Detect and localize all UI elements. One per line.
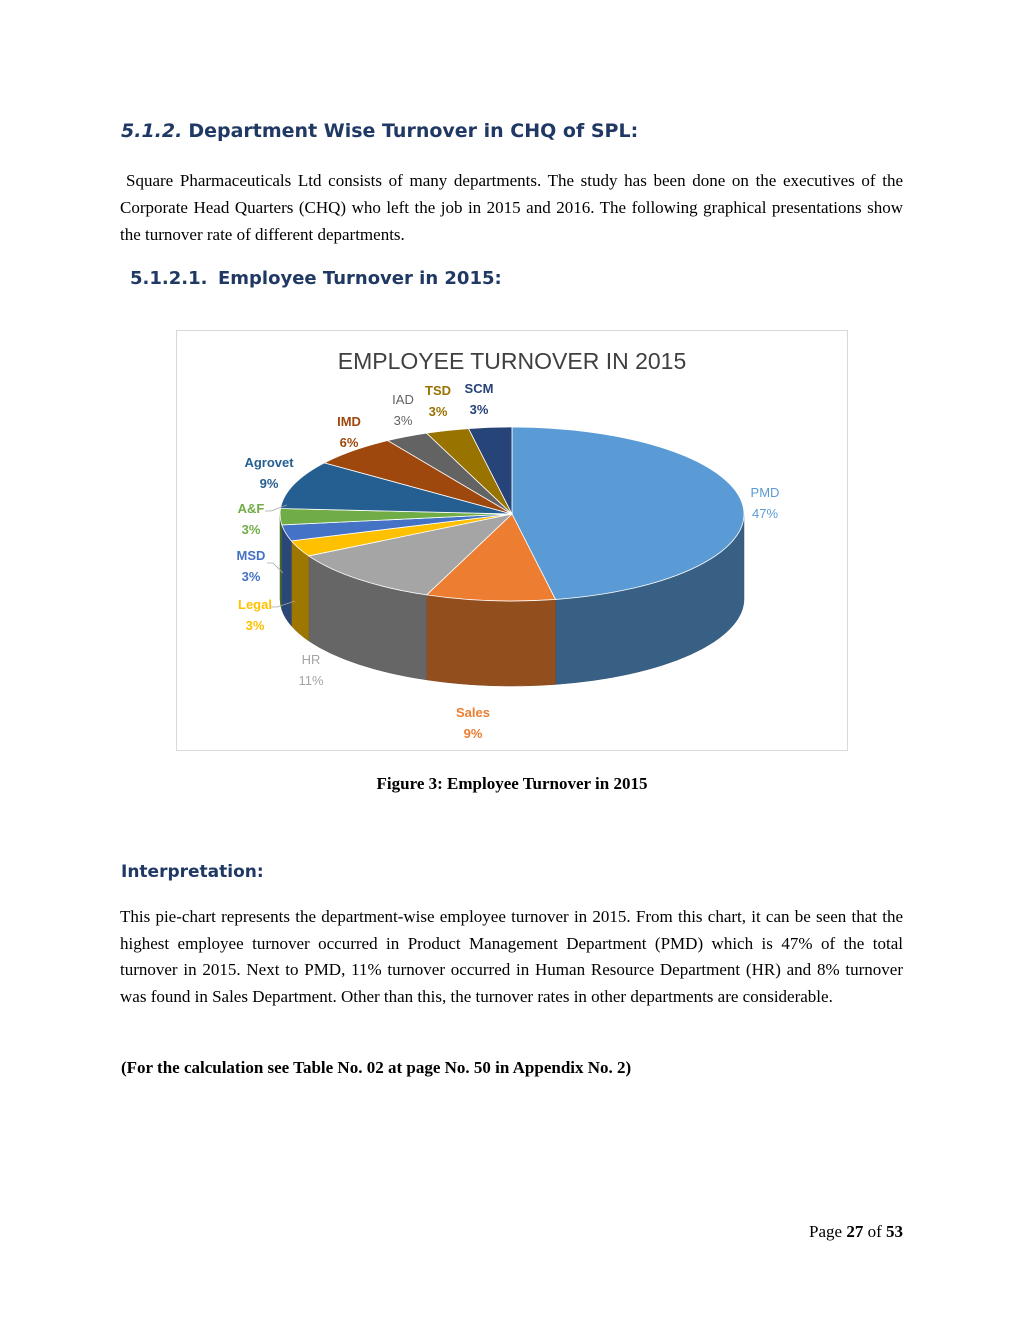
page-separator: of [867, 1222, 882, 1241]
subsection-heading [130, 268, 502, 289]
subsection-title: Employee Turnover in 2015: [218, 268, 502, 289]
pie-side-legal [291, 541, 308, 641]
pie-label-tsd: TSD [425, 383, 451, 398]
pie-side-msd [282, 525, 292, 626]
page-prefix: Page [809, 1222, 843, 1241]
pie-label-agrovet: Agrovet [244, 455, 294, 470]
chart-title: EMPLOYEE TURNOVER IN 2015 [337, 348, 687, 374]
pie-value-pmd: 47% [751, 506, 779, 521]
interpretation-heading: Interpretation: [121, 862, 264, 882]
pie-label-legal: Legal [238, 597, 272, 612]
calculation-note: (For the calculation see Table No. 02 at page No. 50 in Appendix No. 2) [121, 1058, 632, 1077]
pie-label-pmd: PMD [750, 485, 780, 500]
pie-label-hr: HR [301, 652, 321, 667]
pie-label-a-f: A&F [237, 501, 265, 516]
pie-value-msd: 3% [241, 569, 261, 584]
pie-value-scm: 3% [469, 402, 489, 417]
pie-value-sales: 9% [463, 726, 483, 741]
pie-side-sales [427, 595, 556, 686]
pie-label-scm: SCM [464, 381, 494, 396]
pie-slices [280, 427, 744, 601]
page-total: 53 [886, 1222, 903, 1241]
section-title: Department Wise Turnover in CHQ of SPL: [188, 120, 639, 142]
pie-chart [176, 330, 848, 751]
figure-caption: Figure 3: Employee Turnover in 2015 [376, 774, 648, 793]
pie-chart-svg [177, 331, 847, 750]
subsection-number: 5.1.2.1. [130, 268, 208, 289]
interpretation-paragraph: This pie-chart represents the department-wise employee turnover in 2015. From this chart, it can be seen that the highest employee turnover occurred in Product Management Department (PMD) which is 47% of the total turnover in 2015. Next to PMD, 11% turnover occurred in Human Resource Department (HR) and 8% turnover was found in Sales Department. Other than this, the turnover rates in other departments are considerable. [120, 907, 903, 1006]
intro-paragraph: Square Pharmaceuticals Ltd consists of many departments. The study has been done on the executives of the Corporate Head Quarters (CHQ) who left the job in 2015 and 2016. The following graphical presentations show the turnover rate of different departments. [120, 171, 903, 244]
section-heading [121, 120, 638, 142]
pie-value-agrovet: 9% [259, 476, 279, 491]
section-number: 5.1.2. [121, 120, 183, 142]
pie-side-a-f [280, 514, 282, 610]
page-number [809, 1222, 903, 1242]
pie-label-sales: Sales [456, 705, 490, 720]
pie-label-msd: MSD [236, 548, 266, 563]
pie-value-imd: 6% [339, 435, 359, 450]
pie-label-imd: IMD [337, 414, 361, 429]
pie-label-iad: IAD [392, 392, 414, 407]
pie-value-tsd: 3% [428, 404, 448, 419]
pie-value-hr: 11% [298, 673, 324, 688]
pie-value-a-f: 3% [241, 522, 261, 537]
page-current: 27 [846, 1222, 864, 1241]
pie-value-legal: 3% [245, 618, 265, 633]
pie-value-iad: 3% [393, 413, 413, 428]
